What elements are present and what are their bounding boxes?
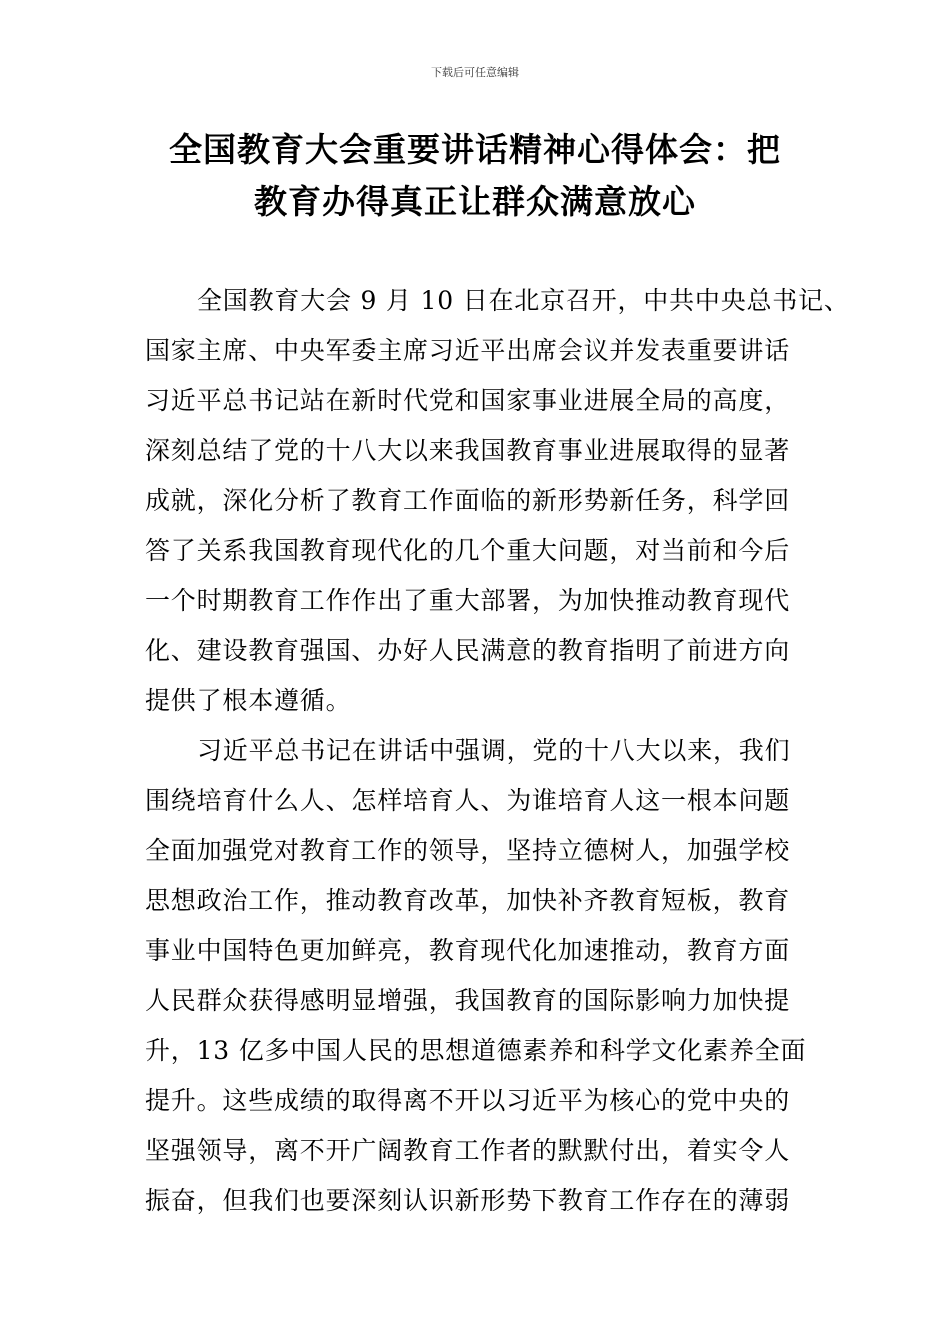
document-title xyxy=(120,124,830,228)
title-line-2: 教育办得真正让群众满意放心 xyxy=(254,182,696,221)
text-line: 化、建设教育强国、办好人民满意的教育指明了前进方向 xyxy=(145,636,791,665)
text-line: 成就，深化分析了教育工作面临的新形势新任务，科学回 xyxy=(145,486,791,515)
title-line-1: 全国教育大会重要讲话精神心得体会：把 xyxy=(169,130,781,169)
text-line: 人民群众获得感明显增强，我国教育的国际影响力加快提 xyxy=(145,986,791,1015)
text-line: 坚强领导，离不开广阔教育工作者的默默付出，着实令人 xyxy=(145,1136,791,1165)
page-header-note: 下载后可任意编辑 xyxy=(431,66,519,79)
text-line: 习近平总书记站在新时代党和国家事业进展全局的高度， xyxy=(145,386,791,415)
text-line: 深刻总结了党的十八大以来我国教育事业进展取得的显著 xyxy=(145,436,791,465)
text-line: 提升。这些成绩的取得离不开以习近平为核心的党中央的 xyxy=(145,1086,791,1115)
text-line: 围绕培育什么人、怎样培育人、为谁培育人这一根本问题 xyxy=(145,786,791,815)
text-line: 全面加强党对教育工作的领导，坚持立德树人，加强学校 xyxy=(145,836,791,865)
text-line: 升，13 亿多中国人民的思想道德素养和科学文化素养全面 xyxy=(145,1036,807,1065)
text-line: 全国教育大会 9 月 10 日在北京召开，中共中央总书记、 xyxy=(197,286,850,315)
text-line: 振奋，但我们也要深刻认识新形势下教育工作存在的薄弱 xyxy=(145,1186,791,1215)
text-line: 习近平总书记在讲话中强调，党的十八大以来，我们 xyxy=(197,736,791,765)
text-line: 一个时期教育工作作出了重大部署，为加快推动教育现代 xyxy=(145,586,791,615)
text-line: 国家主席、中央军委主席习近平出席会议并发表重要讲话 xyxy=(145,336,791,365)
text-line: 提供了根本遵循。 xyxy=(145,686,352,715)
document-body xyxy=(145,276,850,1226)
text-line: 答了关系我国教育现代化的几个重大问题，对当前和今后 xyxy=(145,536,791,565)
text-line: 事业中国特色更加鲜亮，教育现代化加速推动，教育方面 xyxy=(145,936,791,965)
paragraph-1 xyxy=(145,276,850,726)
paragraph-2 xyxy=(145,726,845,1226)
text-line: 思想政治工作，推动教育改革，加快补齐教育短板，教育 xyxy=(145,886,791,915)
